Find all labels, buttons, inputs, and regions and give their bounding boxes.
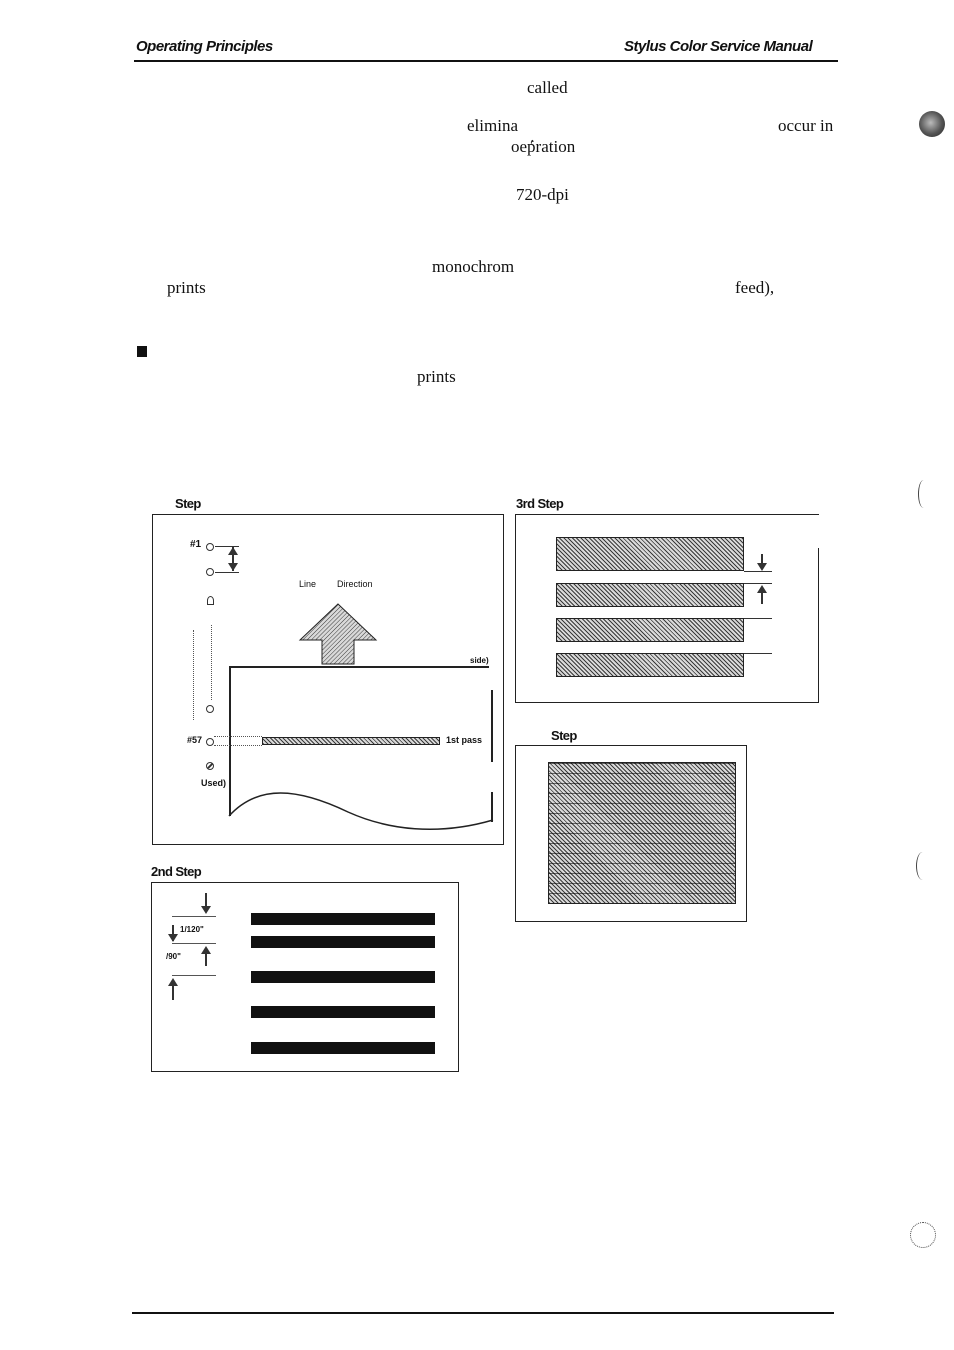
hatched-band bbox=[556, 653, 744, 677]
step4-title: Step bbox=[551, 728, 577, 743]
band-guide bbox=[744, 618, 772, 619]
header-left: Operating Principles bbox=[136, 38, 273, 55]
paper-feed-arrow-icon bbox=[298, 602, 378, 666]
nozzle-dots bbox=[211, 625, 212, 700]
hatched-band bbox=[556, 618, 744, 642]
dim-tick bbox=[172, 943, 216, 944]
printed-line bbox=[251, 1006, 435, 1018]
text-oepration: oeۢpration bbox=[511, 137, 576, 156]
hatched-band bbox=[556, 583, 744, 607]
printed-line bbox=[251, 1042, 435, 1054]
step3-box-right bbox=[818, 548, 819, 703]
bullet-square bbox=[137, 346, 147, 357]
dim-arrow bbox=[205, 952, 207, 966]
band-guide bbox=[744, 571, 772, 572]
header-rule bbox=[134, 60, 838, 62]
binder-hole-mark bbox=[919, 111, 945, 137]
paper-torn-edge bbox=[228, 790, 496, 836]
text-720dpi: 720-dpi bbox=[516, 185, 569, 204]
text-prints-1: prints bbox=[167, 278, 206, 297]
pass-dotted-guide bbox=[214, 736, 262, 746]
margin-mark bbox=[916, 852, 929, 880]
line-label: Line bbox=[299, 579, 317, 589]
first-pass-band bbox=[262, 737, 440, 745]
used-label: Used) bbox=[201, 778, 227, 788]
dim-arrowhead-down bbox=[168, 934, 178, 942]
dim-tick bbox=[172, 975, 216, 976]
pitch-tick bbox=[215, 572, 239, 573]
nozzle-dots bbox=[193, 630, 194, 720]
direction-label: Direction bbox=[337, 579, 373, 589]
gap-arrowhead-down bbox=[757, 563, 767, 571]
first-pass-label: 1st pass bbox=[446, 735, 483, 745]
text-monochrom: monochrom bbox=[432, 257, 515, 276]
step2-title: 2nd Step bbox=[151, 864, 202, 879]
dim-tick bbox=[172, 916, 216, 917]
pitch-arrowhead-up bbox=[228, 547, 238, 555]
nozzle bbox=[206, 738, 214, 746]
hatched-band bbox=[556, 537, 744, 571]
fully-printed-area bbox=[548, 762, 736, 904]
dim-arrow bbox=[172, 984, 174, 1000]
nozzle-last-label: #57 bbox=[187, 735, 203, 745]
text-prints-2: prints bbox=[417, 367, 456, 386]
paper-right-edge bbox=[491, 690, 493, 762]
text-elimina: elimina bbox=[467, 116, 518, 135]
text-feed: feed), bbox=[735, 278, 775, 297]
gap-arrow bbox=[761, 592, 763, 604]
nozzle bbox=[207, 596, 214, 605]
header-right: Stylus Color Service Manual bbox=[624, 38, 813, 55]
side-label: side) bbox=[470, 656, 489, 665]
step3-title: 3rd Step bbox=[516, 496, 564, 511]
text-occur-in: occur in bbox=[778, 116, 834, 135]
nozzle bbox=[206, 705, 214, 713]
dim-label-1-120: 1/120" bbox=[180, 925, 204, 934]
footer-rule bbox=[132, 1312, 834, 1314]
band-guide bbox=[744, 583, 772, 584]
printed-line bbox=[251, 913, 435, 925]
pitch-arrowhead-down bbox=[228, 563, 238, 571]
nozzle-first-label: #1 bbox=[190, 539, 202, 550]
band-guide bbox=[744, 653, 772, 654]
paper-top-edge bbox=[229, 666, 489, 668]
printed-line bbox=[251, 936, 435, 948]
step1-title: Step bbox=[175, 496, 201, 511]
binder-hole-mark bbox=[910, 1222, 936, 1248]
nozzle bbox=[206, 543, 214, 551]
dim-label-1-90: /90" bbox=[166, 952, 181, 961]
printed-line bbox=[251, 971, 435, 983]
text-called: called bbox=[527, 78, 568, 97]
dim-arrowhead-down bbox=[201, 906, 211, 914]
margin-mark bbox=[918, 480, 929, 508]
nozzle bbox=[206, 568, 214, 576]
